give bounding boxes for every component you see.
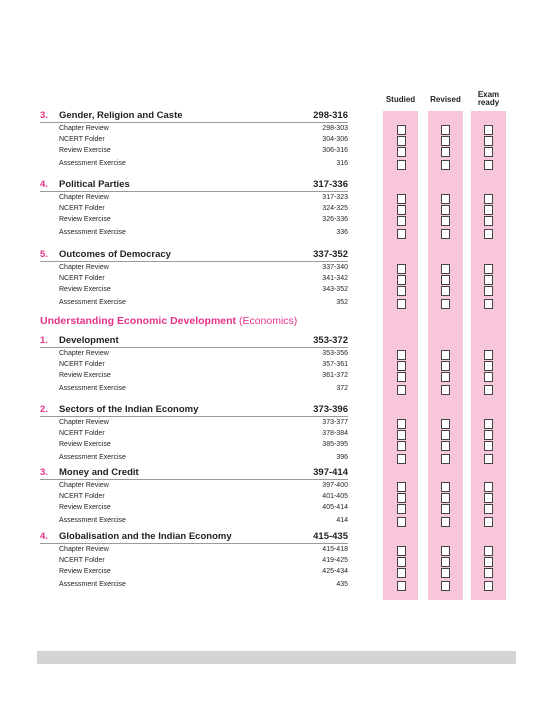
chapter-block (40, 404, 348, 463)
studied-checkbox[interactable] (397, 229, 406, 239)
chapter-title: Globalisation and the Indian Economy (59, 531, 232, 542)
revised-checkbox[interactable] (441, 385, 450, 395)
chapter-item (40, 566, 348, 577)
chapter-item-label: Review Exercise (59, 504, 111, 511)
chapter-item-pages: 324-325 (322, 205, 348, 212)
chapter-number: 4. (40, 179, 48, 190)
revised-checkbox[interactable] (441, 454, 450, 464)
exam-ready-checkbox[interactable] (484, 286, 493, 296)
chapter-item-label: Review Exercise (59, 372, 111, 379)
chapter-item (40, 123, 348, 134)
section-title-main: Understanding Economic Development (40, 315, 237, 327)
chapter-heading (40, 110, 348, 123)
chapter-item-pages: 378-384 (322, 430, 348, 437)
studied-checkbox[interactable] (397, 275, 406, 285)
revised-checkbox[interactable] (441, 419, 450, 429)
chapter-item-pages: 337-340 (322, 264, 348, 271)
chapter-item-pages: 397-400 (322, 482, 348, 489)
revised-checkbox[interactable] (441, 504, 450, 514)
exam-ready-checkbox[interactable] (484, 454, 493, 464)
studied-checkbox[interactable] (397, 581, 406, 591)
chapter-item-pages: 326-336 (322, 216, 348, 223)
chapter-item-label: NCERT Folder (59, 205, 105, 212)
chapter-item (40, 134, 348, 145)
chapter-item-label: NCERT Folder (59, 361, 105, 368)
studied-checkbox[interactable] (397, 264, 406, 274)
studied-checkbox[interactable] (397, 419, 406, 429)
chapter-item-pages: 341-342 (322, 275, 348, 282)
section-title-subtitle: (Economics) (238, 315, 298, 327)
exam-ready-checkbox[interactable] (484, 229, 493, 239)
chapter-item-pages: 415-418 (322, 546, 348, 553)
chapter-item-pages: 401-405 (322, 493, 348, 500)
chapter-pages: 337-352 (313, 249, 348, 260)
revised-checkbox[interactable] (441, 546, 450, 556)
chapter-item-pages: 357-361 (322, 361, 348, 368)
exam-ready-checkbox[interactable] (484, 147, 493, 157)
exam-ready-checkbox[interactable] (484, 160, 493, 170)
exam-ready-checkbox[interactable] (484, 275, 493, 285)
studied-checkbox[interactable] (397, 136, 406, 146)
chapter-item-label: Review Exercise (59, 286, 111, 293)
footer-bar (37, 651, 516, 664)
revised-checkbox[interactable] (441, 147, 450, 157)
revised-checkbox[interactable] (441, 517, 450, 527)
chapter-item-label: Assessment Exercise (59, 581, 126, 588)
chapter-item (40, 214, 348, 225)
studied-checkbox[interactable] (397, 194, 406, 204)
chapter-item-pages: 343-352 (322, 286, 348, 293)
chapter-block (40, 335, 348, 394)
revised-checkbox[interactable] (441, 205, 450, 215)
exam-ready-checkbox[interactable] (484, 546, 493, 556)
chapter-block (40, 249, 348, 308)
studied-checkbox[interactable] (397, 299, 406, 309)
studied-checkbox[interactable] (397, 517, 406, 527)
revised-checkbox[interactable] (441, 350, 450, 360)
chapter-item (40, 297, 348, 308)
chapter-item-pages: 361-372 (322, 372, 348, 379)
chapter-number: 4. (40, 531, 48, 542)
chapter-pages: 317-336 (313, 179, 348, 190)
chapter-title: Gender, Religion and Caste (59, 110, 183, 121)
exam-ready-checkbox[interactable] (484, 194, 493, 204)
chapter-item-pages: 385-395 (322, 441, 348, 448)
chapter-item-label: NCERT Folder (59, 493, 105, 500)
studied-checkbox[interactable] (397, 482, 406, 492)
revised-checkbox[interactable] (441, 361, 450, 371)
exam-ready-checkbox[interactable] (484, 361, 493, 371)
chapter-heading (40, 404, 348, 417)
chapter-item (40, 428, 348, 439)
revised-checkbox[interactable] (441, 557, 450, 567)
chapter-item (40, 515, 348, 526)
chapter-item-label: Assessment Exercise (59, 299, 126, 306)
revised-checkbox[interactable] (441, 264, 450, 274)
chapter-item (40, 417, 348, 428)
chapter-block (40, 110, 348, 169)
revised-checkbox[interactable] (441, 194, 450, 204)
chapter-item (40, 544, 348, 555)
chapter-pages: 298-316 (313, 110, 348, 121)
exam-ready-checkbox[interactable] (484, 493, 493, 503)
exam-ready-checkbox[interactable] (484, 216, 493, 226)
chapter-block (40, 531, 348, 590)
studied-checkbox[interactable] (397, 125, 406, 135)
chapter-item-pages: 435 (336, 581, 348, 588)
chapter-item-pages: 306-316 (322, 147, 348, 154)
studied-checkbox[interactable] (397, 216, 406, 226)
chapter-item-label: Chapter Review (59, 350, 109, 357)
chapter-item (40, 439, 348, 450)
exam-ready-checkbox[interactable] (484, 299, 493, 309)
exam-ready-checkbox[interactable] (484, 264, 493, 274)
chapter-item (40, 192, 348, 203)
exam-ready-checkbox[interactable] (484, 441, 493, 451)
studied-checkbox[interactable] (397, 430, 406, 440)
chapter-item-pages: 298-303 (322, 125, 348, 132)
chapter-item (40, 555, 348, 566)
chapter-item-label: NCERT Folder (59, 136, 105, 143)
revised-checkbox[interactable] (441, 430, 450, 440)
studied-checkbox[interactable] (397, 286, 406, 296)
chapter-heading (40, 179, 348, 192)
column-header-studied: Studied (385, 95, 416, 104)
chapter-title: Political Parties (59, 179, 130, 190)
studied-checkbox[interactable] (397, 493, 406, 503)
revised-checkbox[interactable] (441, 160, 450, 170)
studied-checkbox[interactable] (397, 350, 406, 360)
chapter-item-pages: 425-434 (322, 568, 348, 575)
chapter-item-label: Assessment Exercise (59, 517, 126, 524)
studied-checkbox[interactable] (397, 557, 406, 567)
revised-checkbox[interactable] (441, 286, 450, 296)
exam-ready-checkbox[interactable] (484, 419, 493, 429)
revised-checkbox[interactable] (441, 229, 450, 239)
column-header-exam-ready-text: Exam ready (477, 90, 500, 107)
chapter-item-pages: 405-414 (322, 504, 348, 511)
exam-ready-checkbox[interactable] (484, 350, 493, 360)
exam-ready-checkbox[interactable] (484, 581, 493, 591)
exam-ready-checkbox[interactable] (484, 568, 493, 578)
chapter-number: 2. (40, 404, 48, 415)
exam-ready-checkbox[interactable] (484, 504, 493, 514)
chapter-item (40, 502, 348, 513)
section-title (40, 315, 297, 327)
chapter-number: 3. (40, 467, 48, 478)
chapter-item-pages: 414 (336, 517, 348, 524)
chapter-heading (40, 467, 348, 480)
chapter-item-label: Review Exercise (59, 441, 111, 448)
chapter-item-pages: 353-356 (322, 350, 348, 357)
chapter-item (40, 452, 348, 463)
chapter-item (40, 262, 348, 273)
exam-ready-checkbox[interactable] (484, 205, 493, 215)
chapter-number: 3. (40, 110, 48, 121)
chapter-item-label: Chapter Review (59, 546, 109, 553)
studied-checkbox[interactable] (397, 160, 406, 170)
chapter-pages: 397-414 (313, 467, 348, 478)
chapter-pages: 373-396 (313, 404, 348, 415)
chapter-item-pages: 373-377 (322, 419, 348, 426)
column-header-exam-ready (466, 91, 511, 107)
revised-checkbox[interactable] (441, 216, 450, 226)
chapter-item-label: Chapter Review (59, 419, 109, 426)
exam-ready-checkbox[interactable] (484, 125, 493, 135)
chapter-title: Sectors of the Indian Economy (59, 404, 199, 415)
chapter-item-label: Chapter Review (59, 482, 109, 489)
exam-ready-checkbox[interactable] (484, 517, 493, 527)
revised-checkbox[interactable] (441, 493, 450, 503)
chapter-item-label: Review Exercise (59, 568, 111, 575)
studied-checkbox[interactable] (397, 441, 406, 451)
column-header-revised: Revised (430, 95, 461, 104)
chapter-item (40, 480, 348, 491)
exam-ready-checkbox[interactable] (484, 482, 493, 492)
studied-checkbox[interactable] (397, 361, 406, 371)
revised-checkbox[interactable] (441, 568, 450, 578)
revised-checkbox[interactable] (441, 441, 450, 451)
chapter-item (40, 284, 348, 295)
chapter-item-label: Chapter Review (59, 264, 109, 271)
chapter-title: Money and Credit (59, 467, 139, 478)
chapter-item-label: Assessment Exercise (59, 454, 126, 461)
chapter-title: Development (59, 335, 119, 346)
chapter-pages: 353-372 (313, 335, 348, 346)
chapter-block (40, 467, 348, 526)
chapter-item (40, 383, 348, 394)
chapter-item (40, 491, 348, 502)
chapter-number: 1. (40, 335, 48, 346)
chapter-item-label: NCERT Folder (59, 275, 105, 282)
studied-checkbox[interactable] (397, 205, 406, 215)
chapter-heading (40, 335, 348, 348)
chapter-item-pages: 419-425 (322, 557, 348, 564)
revised-checkbox[interactable] (441, 275, 450, 285)
exam-ready-checkbox[interactable] (484, 372, 493, 382)
exam-ready-checkbox[interactable] (484, 136, 493, 146)
chapter-title: Outcomes of Democracy (59, 249, 171, 260)
chapter-item-label: Assessment Exercise (59, 160, 126, 167)
revised-checkbox[interactable] (441, 482, 450, 492)
studied-checkbox[interactable] (397, 546, 406, 556)
studied-checkbox[interactable] (397, 568, 406, 578)
chapter-number: 5. (40, 249, 48, 260)
chapter-item-label: NCERT Folder (59, 430, 105, 437)
chapter-heading (40, 249, 348, 262)
chapter-item-label: Review Exercise (59, 216, 111, 223)
revised-checkbox[interactable] (441, 372, 450, 382)
chapter-item (40, 359, 348, 370)
chapter-item-label: Chapter Review (59, 125, 109, 132)
chapter-item (40, 203, 348, 214)
chapter-item (40, 273, 348, 284)
studied-checkbox[interactable] (397, 504, 406, 514)
exam-ready-checkbox[interactable] (484, 385, 493, 395)
chapter-block (40, 179, 348, 238)
chapter-item-label: Assessment Exercise (59, 229, 126, 236)
chapter-item (40, 158, 348, 169)
chapter-item-pages: 352 (336, 299, 348, 306)
studied-checkbox[interactable] (397, 372, 406, 382)
chapter-pages: 415-435 (313, 531, 348, 542)
chapter-item-label: Assessment Exercise (59, 385, 126, 392)
studied-checkbox[interactable] (397, 147, 406, 157)
chapter-item (40, 348, 348, 359)
chapter-item-pages: 304-306 (322, 136, 348, 143)
revised-checkbox[interactable] (441, 136, 450, 146)
chapter-item (40, 370, 348, 381)
chapter-item-pages: 372 (336, 385, 348, 392)
chapter-item-label: Chapter Review (59, 194, 109, 201)
chapter-item-label: Review Exercise (59, 147, 111, 154)
chapter-item-pages: 336 (336, 229, 348, 236)
revised-checkbox[interactable] (441, 581, 450, 591)
revised-checkbox[interactable] (441, 299, 450, 309)
studied-checkbox[interactable] (397, 385, 406, 395)
exam-ready-checkbox[interactable] (484, 557, 493, 567)
studied-checkbox[interactable] (397, 454, 406, 464)
chapter-item-pages: 317-323 (322, 194, 348, 201)
chapter-item-pages: 316 (336, 160, 348, 167)
revised-checkbox[interactable] (441, 125, 450, 135)
chapter-item (40, 579, 348, 590)
chapter-item (40, 227, 348, 238)
chapter-heading (40, 531, 348, 544)
exam-ready-checkbox[interactable] (484, 430, 493, 440)
chapter-item (40, 145, 348, 156)
chapter-item-pages: 396 (336, 454, 348, 461)
chapter-item-label: NCERT Folder (59, 557, 105, 564)
